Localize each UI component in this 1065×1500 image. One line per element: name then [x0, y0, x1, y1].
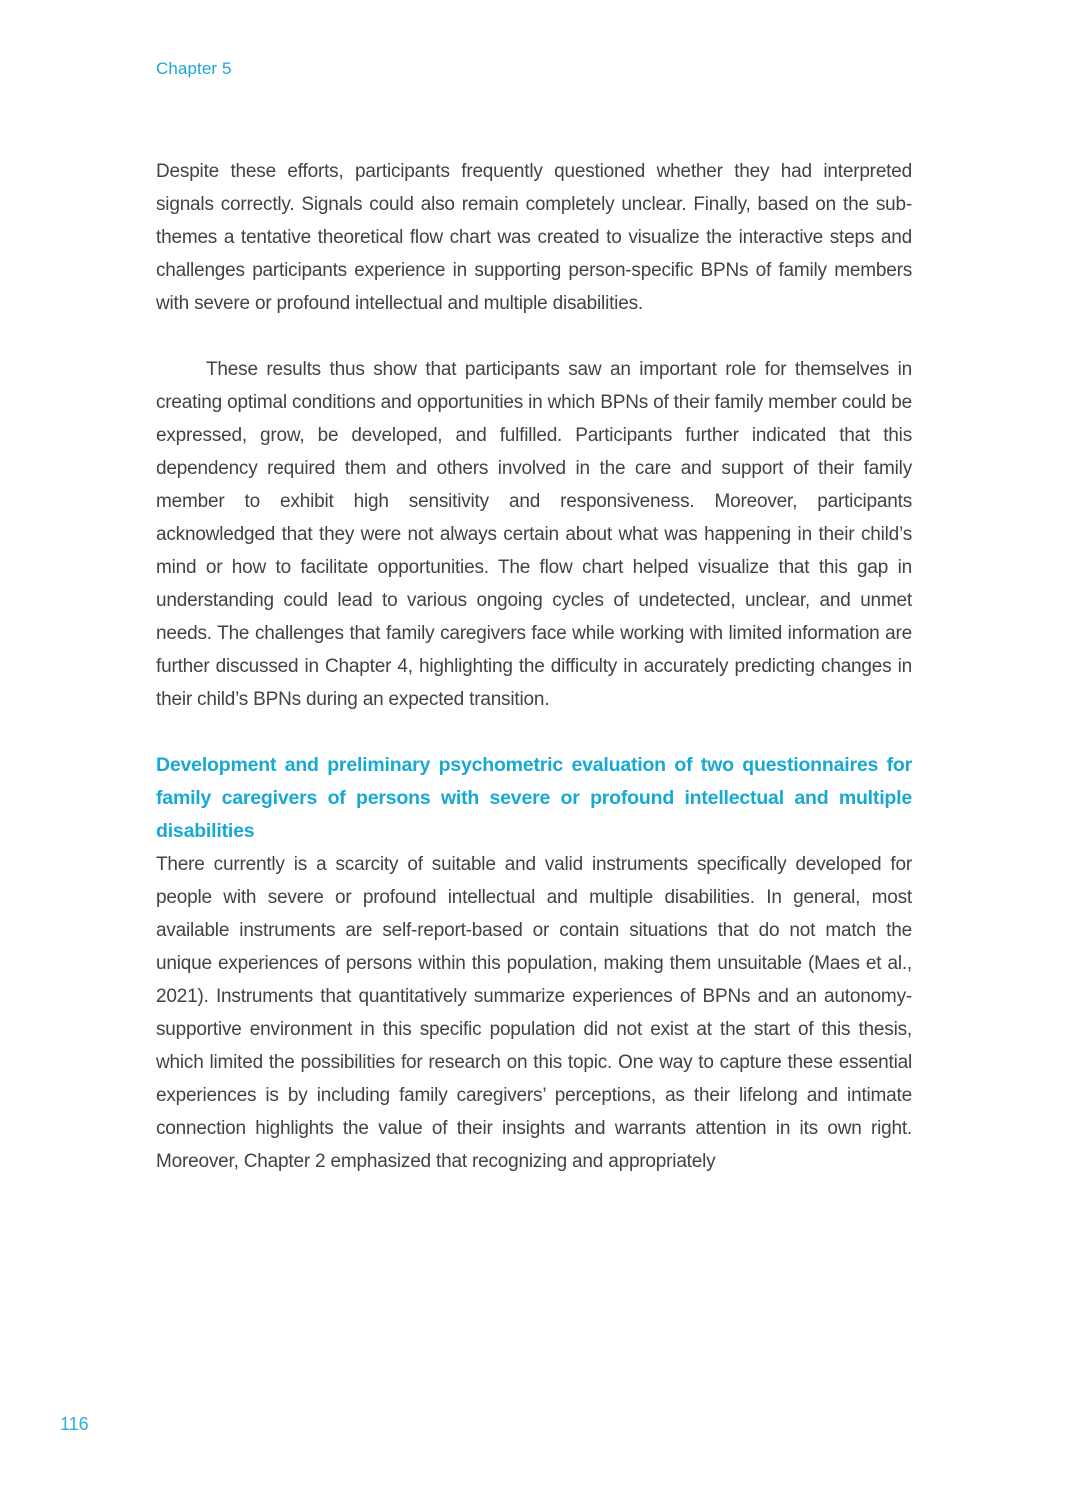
paragraph-1: Despite these efforts, participants frequently questioned whether they had interpreted signals correctly. Signals could also remain completely unclear. Finally, based on the sub-themes a tentative theoretical flow chart was created to visualize the interactive steps and challenges participants experience in supporting person-specific BPNs of family members with severe or profound intellectual and multiple disabilities.	[156, 161, 912, 314]
page-number: 116	[60, 1414, 89, 1434]
paragraph-2: These results thus show that participants saw an important role for themselves in creating optimal conditions and opportunities in which BPNs of their family member could be expressed, grow, be developed, and fulfilled. Participants further indicated that this dependency required them and others involved in the care and support of their family member to exhibit high sensitivity and responsiveness. Moreover, participants acknowledged that they were not always certain about what was happening in their child’s mind or how to facilitate opportunities. The flow chart helped visualize that this gap in understanding could lead to various ongoing cycles of undetected, unclear, and unmet needs. The challenges that family caregivers face while working with limited information are further discussed in Chapter 4, highlighting the difficulty in accurately predicting changes in their child’s BPNs during an expected transition.	[156, 359, 912, 710]
section-heading: Development and preliminary psychometric evaluation of two questionnaires for family caregivers of persons with severe or profound intellectual and multiple disabilities	[156, 754, 912, 842]
paragraph-3: There currently is a scarcity of suitable and valid instruments specifically developed for people with severe or profound intellectual and multiple disabilities. In general, most available instruments are self-report-based or contain situations that do not match the unique experiences of persons within this population, making them unsuitable (Maes et al., 2021). Instruments that quantitatively summarize experiences of BPNs and an autonomy-supportive environment in this specific population did not exist at the start of this thesis, which limited the possibilities for research on this topic. One way to capture these essential experiences is by including family caregivers’ perceptions, as their lifelong and intimate connection highlights the value of their insights and warrants attention in its own right. Moreover, Chapter 2 emphasized that recognizing and appropriately	[156, 854, 912, 1172]
page-body	[156, 155, 912, 1178]
running-header-chapter: Chapter 5	[156, 59, 232, 78]
